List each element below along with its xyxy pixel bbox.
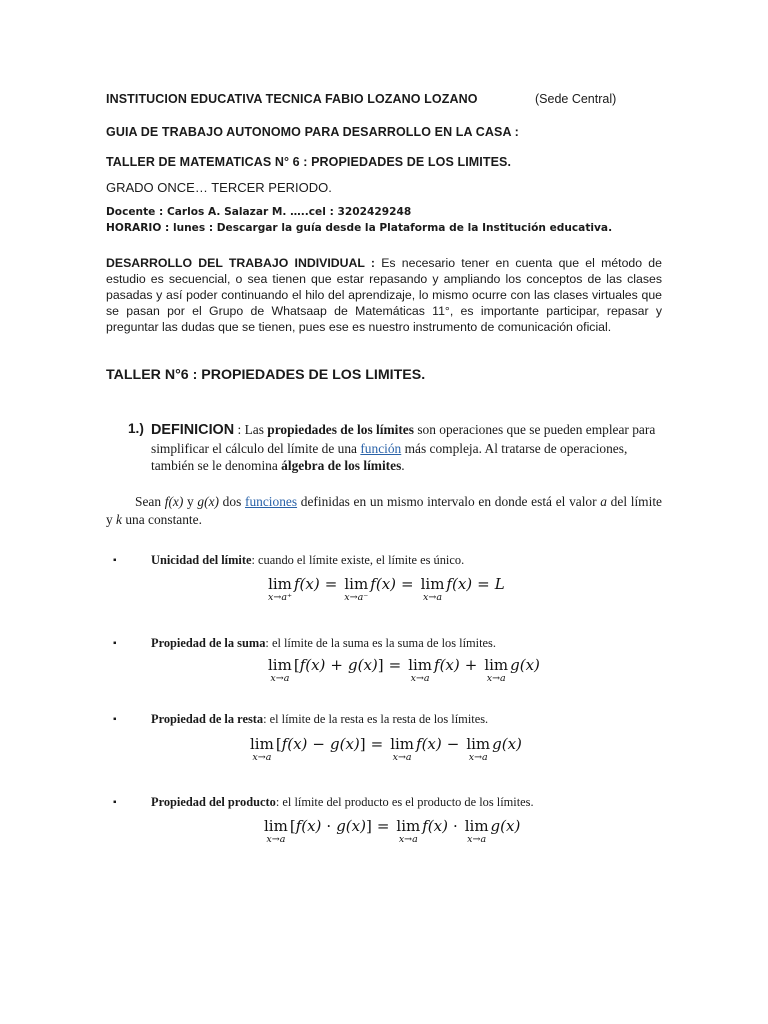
fx-term: f(x) [422, 817, 448, 835]
left-bracket: [ [275, 735, 282, 753]
property-desc: : el límite del producto es el producto de los límites. [275, 795, 534, 809]
formula-producto [262, 818, 520, 845]
fx-term: f(x) [295, 817, 322, 835]
fx-term: f(x) [416, 735, 442, 753]
bullet-icon: ▪ [113, 555, 117, 566]
left-bracket: [ [293, 656, 300, 674]
property-desc: : el límite de la resta es la resta de los límites. [263, 712, 489, 726]
limit-operator: lim x→a⁺ [268, 575, 292, 603]
definition-bold-2: álgebra de los límites [281, 458, 402, 474]
definition-text-2: son operaciones que se pueden emplear para simplificar el cálculo del límite de una [151, 422, 656, 456]
property-name: Propiedad de la resta [151, 712, 264, 726]
gx-term: g(x) [336, 817, 366, 835]
sean-f: f(x) [164, 494, 184, 509]
sean-k: k [116, 511, 122, 527]
sean-text-2: y [183, 494, 198, 509]
minus-sign: − [446, 735, 460, 753]
desarrollo-title: DESARROLLO DEL TRABAJO INDIVIDUAL : [106, 256, 375, 270]
property-resta [151, 712, 488, 727]
limit-operator: lim x→a [466, 735, 491, 763]
sean-a: a [600, 494, 607, 509]
property-name: Propiedad del producto [151, 795, 276, 809]
grado-line: GRADO ONCE… TERCER PERIODO. [106, 180, 332, 195]
equals-sign: = [376, 817, 390, 835]
sede-label: (Sede Central) [535, 92, 617, 106]
plus-sign: + [464, 656, 478, 674]
gx-term: g(x) [347, 656, 378, 674]
sean-text-3: dos [218, 494, 245, 509]
limit-operator: lim x→a [264, 817, 288, 845]
taller-title: TALLER N°6 : PROPIEDADES DE LOS LIMITES. [106, 367, 426, 383]
definition-text-4: . [401, 458, 405, 474]
property-name: Propiedad de la suma [151, 636, 266, 650]
definition-text-3: más compleja. Al tratarse de operaciones, también se le denomina [151, 440, 628, 474]
limit-operator: lim x→a [268, 656, 292, 684]
docente-line: Docente : Carlos A. Salazar M. …..cel : 3202429248 [106, 206, 412, 218]
definition-paragraph [151, 421, 661, 475]
right-bracket: ] [359, 735, 366, 753]
equals-sign: = [401, 575, 414, 593]
sean-text-4: definidas en un mismo intervalo en donde está el valor [297, 494, 601, 509]
limit-operator: lim x→a [250, 735, 274, 763]
fx-term: f(x) [294, 575, 320, 593]
fx-term: f(x) [281, 735, 308, 753]
property-producto [151, 795, 534, 810]
fx-term: f(x) [446, 575, 473, 593]
fx-term: f(x) [434, 656, 460, 674]
sean-text-1: Sean [135, 494, 165, 509]
bullet-icon: ▪ [113, 797, 117, 808]
right-bracket: ] [377, 656, 384, 674]
limit-value: L [494, 575, 505, 593]
bullet-icon: ▪ [113, 714, 117, 725]
equals-sign: = [477, 575, 490, 593]
limit-operator: lim x→a⁻ [344, 575, 369, 603]
sean-text-5: del límite y [106, 494, 662, 527]
sean-paragraph [106, 493, 662, 528]
definition-text-1: : Las [234, 422, 268, 437]
desarrollo-body: Es necesario tener en cuenta que el método de estudio es secuencial, o sea tienen que estar repasando y ampliando los conceptos de las clases pasadas y así poder continuando el hilo del aprendizaje, lo mismo ocurre con las clases virtuales que se pasan por el Grupo de Whatsaap de Matemáticas 11°, es importante participar, repasar y preguntar las dudas que se tienen, pues ese es nuestro instrumento de comunicación oficial. [106, 256, 662, 334]
property-suma [151, 636, 496, 651]
property-desc: : el límite de la suma es la suma de los límites. [265, 636, 496, 650]
right-bracket: ] [365, 817, 372, 835]
equals-sign: = [388, 656, 402, 674]
limit-operator: lim x→a [484, 656, 509, 684]
funcion-link[interactable]: función [360, 440, 402, 456]
horario-line: HORARIO : lunes : Descargar la guía desde la Plataforma de la Institución educativa. [106, 222, 613, 234]
bullet-icon: ▪ [113, 638, 117, 649]
property-unicidad [151, 553, 464, 568]
sean-text-6: una constante. [122, 511, 202, 527]
plus-sign: + [330, 656, 343, 674]
definition-title: DEFINICION [151, 422, 235, 438]
gx-term: g(x) [490, 817, 521, 835]
limit-operator: lim x→a [390, 735, 415, 763]
formula-suma [266, 657, 540, 684]
formula-resta [248, 736, 522, 763]
property-desc: : cuando el límite existe, el límite es único. [251, 553, 465, 567]
limit-operator: lim x→a [420, 575, 445, 603]
property-name: Unicidad del límite [151, 553, 252, 567]
formula-unicidad [266, 576, 505, 603]
equals-sign: = [370, 735, 384, 753]
gx-term: g(x) [492, 735, 522, 753]
dot-sign: · [326, 817, 332, 835]
definition-bold-1: propiedades de los límites [267, 422, 414, 437]
fx-term: f(x) [370, 575, 397, 593]
guia-title: GUIA DE TRABAJO AUTONOMO PARA DESARROLLO EN LA CASA : [106, 125, 519, 139]
left-bracket: [ [289, 817, 296, 835]
institution-name: INSTITUCION EDUCATIVA TECNICA FABIO LOZANO LOZANO [106, 92, 478, 106]
funciones-link[interactable]: funciones [245, 494, 298, 509]
limit-operator: lim x→a [408, 656, 433, 684]
gx-term: g(x) [510, 656, 540, 674]
equals-sign: = [324, 575, 338, 593]
limit-operator: lim x→a [464, 817, 489, 845]
taller-heading: TALLER DE MATEMATICAS N° 6 : PROPIEDADES DE LOS LIMITES. [106, 155, 512, 169]
limit-operator: lim x→a [396, 817, 421, 845]
gx-term: g(x) [329, 735, 360, 753]
definition-number: 1.) [128, 421, 144, 436]
minus-sign: − [312, 735, 325, 753]
desarrollo-paragraph [106, 256, 662, 336]
sean-g: g(x) [197, 494, 219, 509]
dot-sign: · [452, 817, 458, 835]
fx-term: f(x) [299, 656, 326, 674]
